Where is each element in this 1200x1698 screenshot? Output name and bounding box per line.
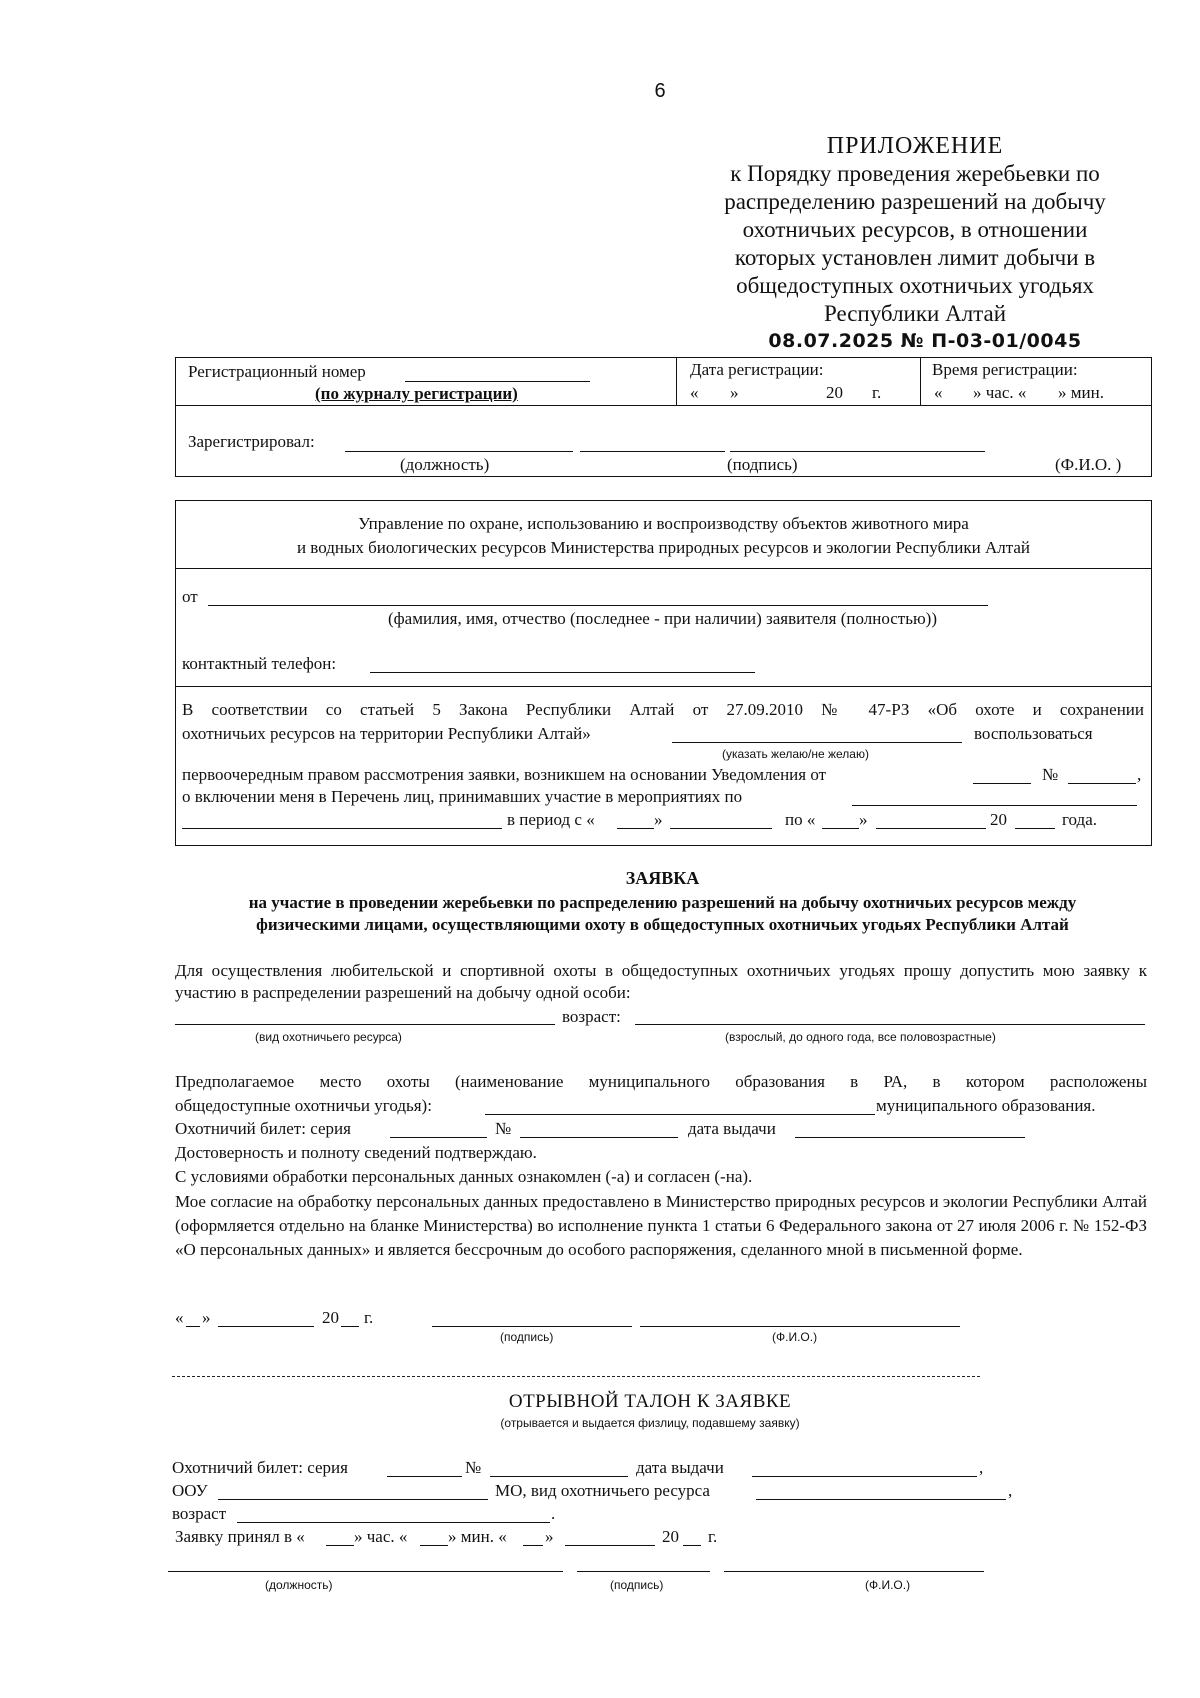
event-field[interactable] — [852, 786, 1137, 806]
place-line1: Предполагаемое место охоты (наименование муниципального образования в РА, в котором расположены — [175, 1072, 1147, 1091]
applicant-fio-field[interactable] — [640, 1307, 960, 1327]
ticket-number-field[interactable] — [520, 1118, 678, 1138]
stub-signature-field[interactable] — [577, 1552, 710, 1572]
consent-details: Мое согласие на обработку персональных данных предоставлено в Министерство природных ресурсов и экологии Республики Алтай (оформляется отдельно на бланке Министерства) во исполнение пункта 1 статьи 6 Федерального закона от 27 июля 2006 г. № 152-ФЗ «О персональных данных» и является бессрочным до особого распоряжения, сделанного мной в письменной форме. — [175, 1192, 1147, 1259]
notice-number-field[interactable] — [1068, 764, 1136, 784]
stub-ticket-no: № — [465, 1458, 482, 1477]
stub-fio-hint: (Ф.И.О.) — [865, 1578, 911, 1592]
sign-month-field[interactable] — [218, 1307, 314, 1327]
from-hint: (фамилия, имя, отчество (последнее - при наличии) заявителя (полностью)) — [387, 609, 938, 628]
consent-text: С условиями обработки персональных данных ознакомлен (-а) и согласен (-на). — [175, 1167, 753, 1186]
age-label: возраст: — [562, 1007, 621, 1026]
applicant-divider — [175, 686, 1152, 687]
applicant-signature-field[interactable] — [432, 1307, 632, 1327]
stub-age-field[interactable] — [237, 1503, 550, 1523]
priority-line2: охотничьих ресурсов на территории Республики Алтай» — [182, 724, 591, 743]
stub-accepted-year: 20 — [662, 1527, 679, 1546]
ticket-date-label: дата выдачи — [688, 1119, 776, 1138]
document-number: 08.07.2025 № П-03-01/0045 — [768, 330, 1082, 352]
stub-min-field[interactable] — [420, 1526, 448, 1546]
place-field[interactable] — [485, 1095, 875, 1115]
stub-hour-field[interactable] — [326, 1526, 354, 1546]
place-line2: общедоступные охотничьи угодья): — [175, 1096, 432, 1115]
stub-oou-label: ООУ — [172, 1481, 208, 1500]
reg-date-close: » — [730, 383, 739, 402]
reg-date-open: « — [690, 383, 699, 402]
stub-title: ОТРЫВНОЙ ТАЛОН К ЗАЯВКЕ — [508, 1391, 792, 1412]
phone-label: контактный телефон: — [182, 654, 337, 673]
registrar-position-field[interactable] — [345, 432, 573, 452]
period-from-day-field[interactable] — [617, 809, 654, 829]
priority-line2-end: воспользоваться — [974, 724, 1093, 743]
priority-line1: В соответствии со статьей 5 Закона Республики Алтай от 27.09.2010 № 47-РЗ «Об охоте и сохранении — [182, 700, 1144, 719]
appendix-line: Республики Алтай — [823, 301, 1007, 326]
sign-date-close: » — [202, 1308, 211, 1327]
from-label: от — [182, 587, 198, 606]
applicant-name-field[interactable] — [208, 586, 988, 606]
fio-hint: (Ф.И.О.) — [772, 1330, 818, 1344]
resource-hint: (вид охотничьего ресурса) — [255, 1030, 402, 1044]
sign-date-open: « — [175, 1308, 184, 1327]
notice-no-label: № — [1042, 765, 1059, 784]
stub-subtitle: (отрывается и выдается физлицу, подавшему заявку) — [500, 1416, 800, 1430]
stub-ticket-date-field[interactable] — [752, 1457, 977, 1477]
stub-ticket-number-field[interactable] — [490, 1457, 628, 1477]
stub-accepted-hour: » час. « — [354, 1527, 408, 1546]
stub-comma: , — [1008, 1481, 1013, 1500]
reg-time-hour: » час. « — [973, 383, 1027, 402]
phone-field[interactable] — [370, 653, 755, 673]
registered-label: Зарегистрировал: — [188, 432, 315, 451]
stub-ticket-series-field[interactable] — [387, 1457, 462, 1477]
period-from-label: в период с « — [507, 810, 595, 829]
reg-time-open: « — [934, 383, 943, 402]
page-number: 6 — [654, 80, 666, 102]
applicant-divider — [175, 568, 1152, 569]
appendix-line: распределению разрешений на добычу — [724, 189, 1106, 214]
age-field[interactable] — [635, 1006, 1145, 1025]
period-to-close: » — [859, 810, 868, 829]
period-to-day-field[interactable] — [822, 809, 859, 829]
period-year-label: 20 — [990, 810, 1007, 829]
registrar-fio-field[interactable] — [730, 432, 985, 452]
stub-accepted-g: г. — [708, 1527, 718, 1546]
stub-accepted-min: » мин. « — [448, 1527, 507, 1546]
want-field[interactable] — [672, 723, 962, 743]
authority-line: Управление по охране, использованию и воспроизводству объектов животного мира — [358, 514, 969, 533]
sign-hint: (подпись) — [500, 1330, 554, 1344]
resource-field[interactable] — [175, 1006, 555, 1025]
application-para1: Для осуществления любительской и спортивной охоты в общедоступных охотничьих угодьях прошу допустить мою заявку к участию в распределении разрешений на добычу одной особи: — [175, 961, 1147, 1002]
stub-comma: , — [979, 1458, 984, 1477]
period-to-month-field[interactable] — [876, 809, 986, 829]
stub-year-field[interactable] — [683, 1526, 701, 1546]
registrar-signature-field[interactable] — [580, 432, 725, 452]
confirm-text: Достоверность и полноту сведений подтверждаю. — [175, 1143, 537, 1162]
authority-line: и водных биологических ресурсов Министерства природных ресурсов и экологии Республики Алтай — [296, 538, 1031, 557]
stub-month-field[interactable] — [565, 1526, 655, 1546]
period-from-close: » — [654, 810, 663, 829]
period-from-month-field[interactable] — [670, 809, 772, 829]
registration-divider-v — [676, 357, 677, 405]
reg-date-label: Дата регистрации: — [690, 360, 824, 379]
registration-divider-v — [920, 357, 921, 405]
application-subtitle: физическими лицами, осуществляющими охоту в общедоступных охотничьих угодьях Республики Алтай — [256, 915, 1069, 934]
want-hint: (указать желаю/не желаю) — [722, 747, 869, 761]
sign-year-label: 20 — [322, 1308, 339, 1327]
reg-date-g: г. — [872, 383, 882, 402]
ticket-series-field[interactable] — [390, 1118, 487, 1138]
journal-label: (по журналу регистрации) — [315, 384, 518, 403]
period-year-field[interactable] — [1015, 809, 1055, 829]
sign-g: г. — [364, 1308, 374, 1327]
reg-time-min: » мин. — [1058, 383, 1104, 402]
signature-hint: (подпись) — [727, 455, 798, 474]
priority-line3: первоочередным правом рассмотрения заявки, возникшем на основании Уведомления от — [182, 765, 827, 784]
sign-year-field[interactable] — [341, 1307, 359, 1327]
sign-day-field[interactable] — [186, 1307, 200, 1327]
event-field-cont[interactable] — [182, 809, 502, 829]
priority-line4: о включении меня в Перечень лиц, принимавших участие в мероприятиях по — [182, 787, 743, 806]
notice-date-field[interactable] — [973, 764, 1031, 784]
stub-sign-hint: (подпись) — [610, 1578, 664, 1592]
application-title: ЗАЯВКА — [625, 868, 700, 888]
age-hint: (взрослый, до одного года, все половозрастные) — [725, 1030, 996, 1044]
appendix-line: общедоступных охотничьих угодьях — [736, 273, 1094, 298]
registration-divider — [175, 405, 1152, 406]
stub-position-hint: (должность) — [265, 1578, 333, 1592]
stub-resource-field[interactable] — [756, 1480, 1006, 1500]
period-to-label: по « — [785, 810, 816, 829]
stub-dot: . — [551, 1504, 556, 1523]
period-end: года. — [1062, 810, 1098, 829]
place-end: муниципального образования. — [876, 1096, 1096, 1115]
stub-ticket-label: Охотничий билет: серия — [172, 1458, 348, 1477]
position-hint: (должность) — [400, 455, 490, 474]
appendix-header — [690, 132, 1140, 328]
stub-accepted-close: » — [545, 1527, 554, 1546]
reg-number-field[interactable] — [405, 361, 590, 382]
tear-off-line — [172, 1376, 980, 1377]
reg-number-label: Регистрационный номер — [188, 362, 366, 381]
appendix-line: которых установлен лимит добычи в — [734, 245, 1096, 270]
stub-mo-label: МО, вид охотничьего ресурса — [495, 1481, 710, 1500]
stub-oou-field[interactable] — [218, 1480, 488, 1500]
stub-day-field[interactable] — [523, 1526, 543, 1546]
application-subtitle: на участие в проведении жеребьевки по распределению разрешений на добычу охотничьих ресурсов между — [248, 893, 1077, 912]
ticket-no-label: № — [495, 1119, 512, 1138]
fio-hint: (Ф.И.О. ) — [1055, 455, 1122, 474]
stub-position-field[interactable] — [168, 1552, 563, 1572]
appendix-title: ПРИЛОЖЕНИЕ — [826, 133, 1004, 159]
stub-ticket-date: дата выдачи — [636, 1458, 724, 1477]
appendix-line: к Порядку проведения жеребьевки по — [730, 161, 1100, 186]
stub-fio-field[interactable] — [724, 1552, 984, 1572]
reg-date-year: 20 — [826, 383, 843, 402]
stub-accepted-label: Заявку принял в « — [175, 1527, 305, 1546]
reg-time-label: Время регистрации: — [932, 360, 1078, 379]
ticket-label: Охотничий билет: серия — [175, 1119, 351, 1138]
ticket-date-field[interactable] — [795, 1118, 1025, 1138]
appendix-line: охотничьих ресурсов, в отношении — [742, 217, 1088, 242]
stub-age-label: возраст — [172, 1504, 227, 1523]
